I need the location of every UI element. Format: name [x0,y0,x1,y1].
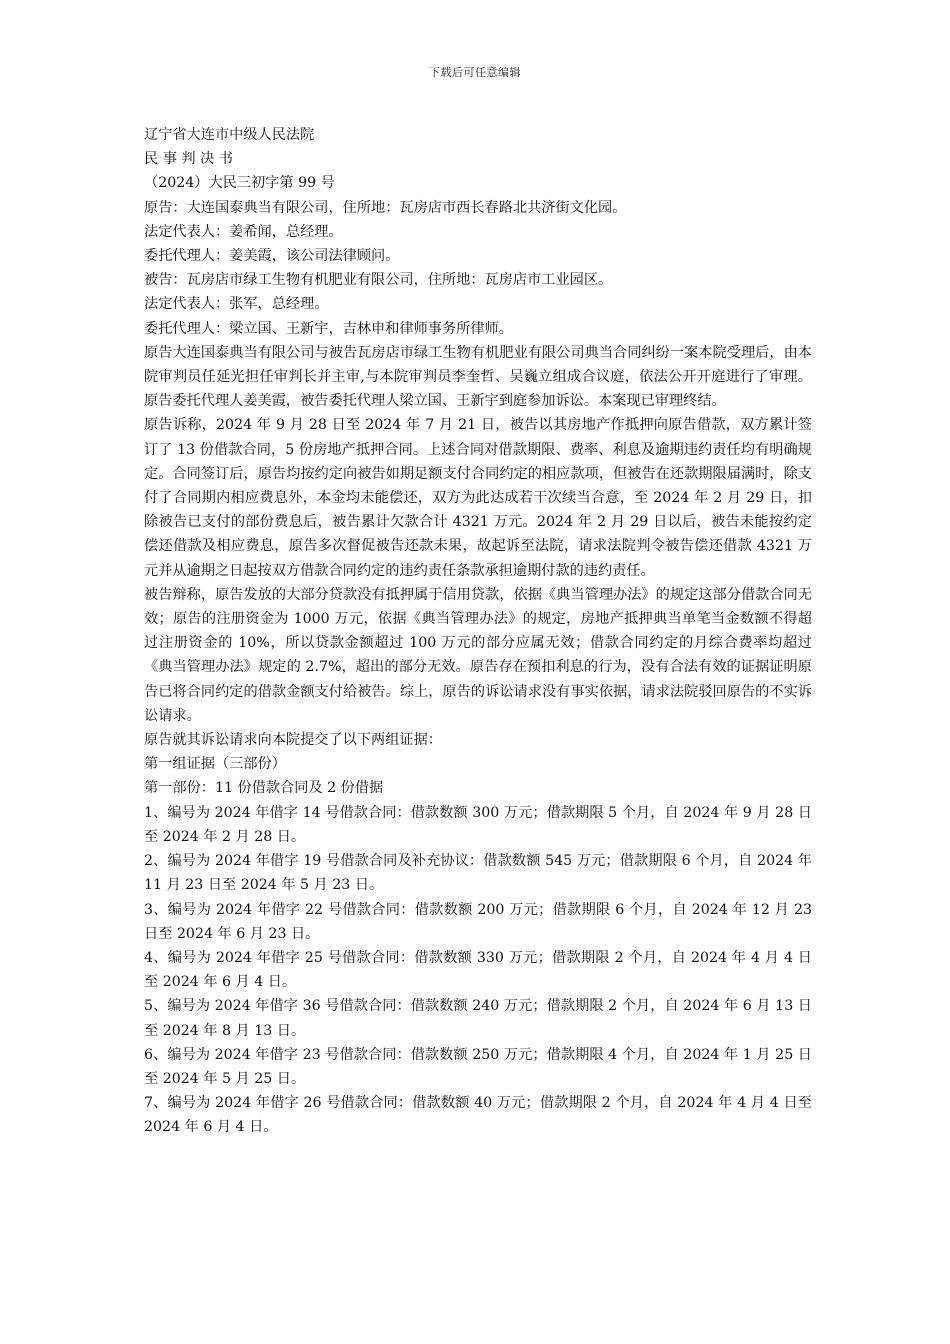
party-plaintiff-agent: 委托代理人：姜美霞，该公司法律顾问。 [144,248,400,265]
party-defendant: 被告：瓦房店市绿工生物有机肥业有限公司，住所地：瓦房店市工业园区。 [144,272,613,289]
document-type-title: 民 事 判 决 书 [144,151,233,168]
evidence-list-item: 4、编号为 2024 年借字 25 号借款合同：借款数额 330 万元；借款期限 2 个月，自 2024 年 4 月 4 日至 2024 年 6 月 4 日。 [144,949,812,991]
case-number: （2024）大民三初字第 99 号 [144,175,335,192]
evidence-list-item: 2、编号为 2024 年借字 19 号借款合同及补充协议：借款数额 545 万元；借款期限 6 个月，自 2024 年 11 月 23 日至 2024 年 5 月 23 日。 [144,853,812,894]
evidence-list-item: 6、编号为 2024 年借字 23 号借款合同：借款数额 250 万元；借款期限 4 个月，自 2024 年 1 月 25 日至 2024 年 5 月 25 日。 [144,1046,812,1087]
page-header-note: 下载后可任意编辑 [429,66,521,79]
court-name: 辽宁省大连市中级人民法院 [144,127,315,143]
party-plaintiff: 原告：大连国泰典当有限公司，住所地：瓦房店市西长春路北共济街文化园。 [144,199,627,216]
evidence-list-item: 5、编号为 2024 年借字 36 号借款合同：借款数额 240 万元；借款期限 2 个月，自 2024 年 6 月 13 日至 2024 年 8 月 13 日。 [144,998,812,1039]
plaintiff-claim-paragraph: 原告诉称，2024 年 9 月 28 日至 2024 年 7 月 21 日，被告以其房地产作抵押向原告借款，双方累计签订了 13 份借款合同，5 份房地产抵押合同。上述合同对借款期限、费率、利息及逾期违约责任均有明确规定。合同签订后，原告均按约定向被告如期足额支付合同约定的相应款项，但被告在还款期限届满时，除支付了合同期内相应费息外，本金均未能偿还，双方为此达成若干次续当合意，至 2024 年 2 月 29 日，扣除被告已支付的部份费息后，被告累计欠款合计 4321 万元。2024 年 2 月 29 日以后，被告未能按约定偿还借款及相应费息，原告多次督促被告还款未果，故起诉至法院，请求法院判令被告偿还借款 4321 万元并从逾期之日起按双方借款合同约定的违约责任条款承担逾期付款的违约责任。 [144,417,812,579]
party-defendant-agent: 委托代理人：梁立国、王新宇，吉林申和律师事务所律师。 [144,320,513,337]
case-intro-paragraph: 原告大连国泰典当有限公司与被告瓦房店市绿工生物有机肥业有限公司典当合同纠纷一案本院受理后，由本院审判员任延光担任审判长并主审,与本院审判员李奎哲、吴巍立组成合议庭，依法公开开庭进行了审理。原告委托代理人姜美霞，被告委托代理人梁立国、王新宇到庭参加诉讼。本案现已审理终结。 [144,344,812,410]
judgment-document [144,123,812,1140]
evidence-group-heading: 第一组证据（三部份） [144,756,286,773]
evidence-intro: 原告就其诉讼请求向本院提交了以下两组证据： [144,732,442,749]
party-defendant-legal-representative: 法定代表人：张军，总经理。 [144,296,329,313]
party-plaintiff-legal-representative: 法定代表人：姜希闻，总经理。 [144,223,343,240]
defendant-defense-paragraph: 被告辩称，原告发放的大部分贷款没有抵押属于信用贷款，依据《典当管理办法》的规定这部分借款合同无效；原告的注册资金为 1000 万元，依据《典当管理办法》的规定，房地产抵押典当单笔当金数额不得超过注册资金的 10%，所以贷款金额超过 100 万元的部分应属无效；借款合同约定的月综合费率均超过《典当管理办法》规定的 2.7%，超出的部分无效。原告存在预扣利息的行为，没有合法有效的证据证明原告已将合同约定的借款金额支付给被告。综上，原告的诉讼请求没有事实依据，请求法院驳回原告的不实诉讼请求。 [144,586,812,724]
evidence-list-item: 3、编号为 2024 年借字 22 号借款合同：借款数额 200 万元；借款期限 6 个月，自 2024 年 12 月 23 日至 2024 年 6 月 23 日。 [144,901,812,942]
evidence-list-item: 7、编号为 2024 年借字 26 号借款合同：借款数额 40 万元；借款期限 2 个月，自 2024 年 4 月 4 日至 2024 年 6 月 4 日。 [144,1095,812,1136]
evidence-part-heading: 第一部份：11 份借款合同及 2 份借据 [144,780,384,797]
evidence-list-item: 1、编号为 2024 年借字 14 号借款合同：借款数额 300 万元；借款期限 5 个月，自 2024 年 9 月 28 日至 2024 年 2 月 28 日。 [144,804,812,845]
